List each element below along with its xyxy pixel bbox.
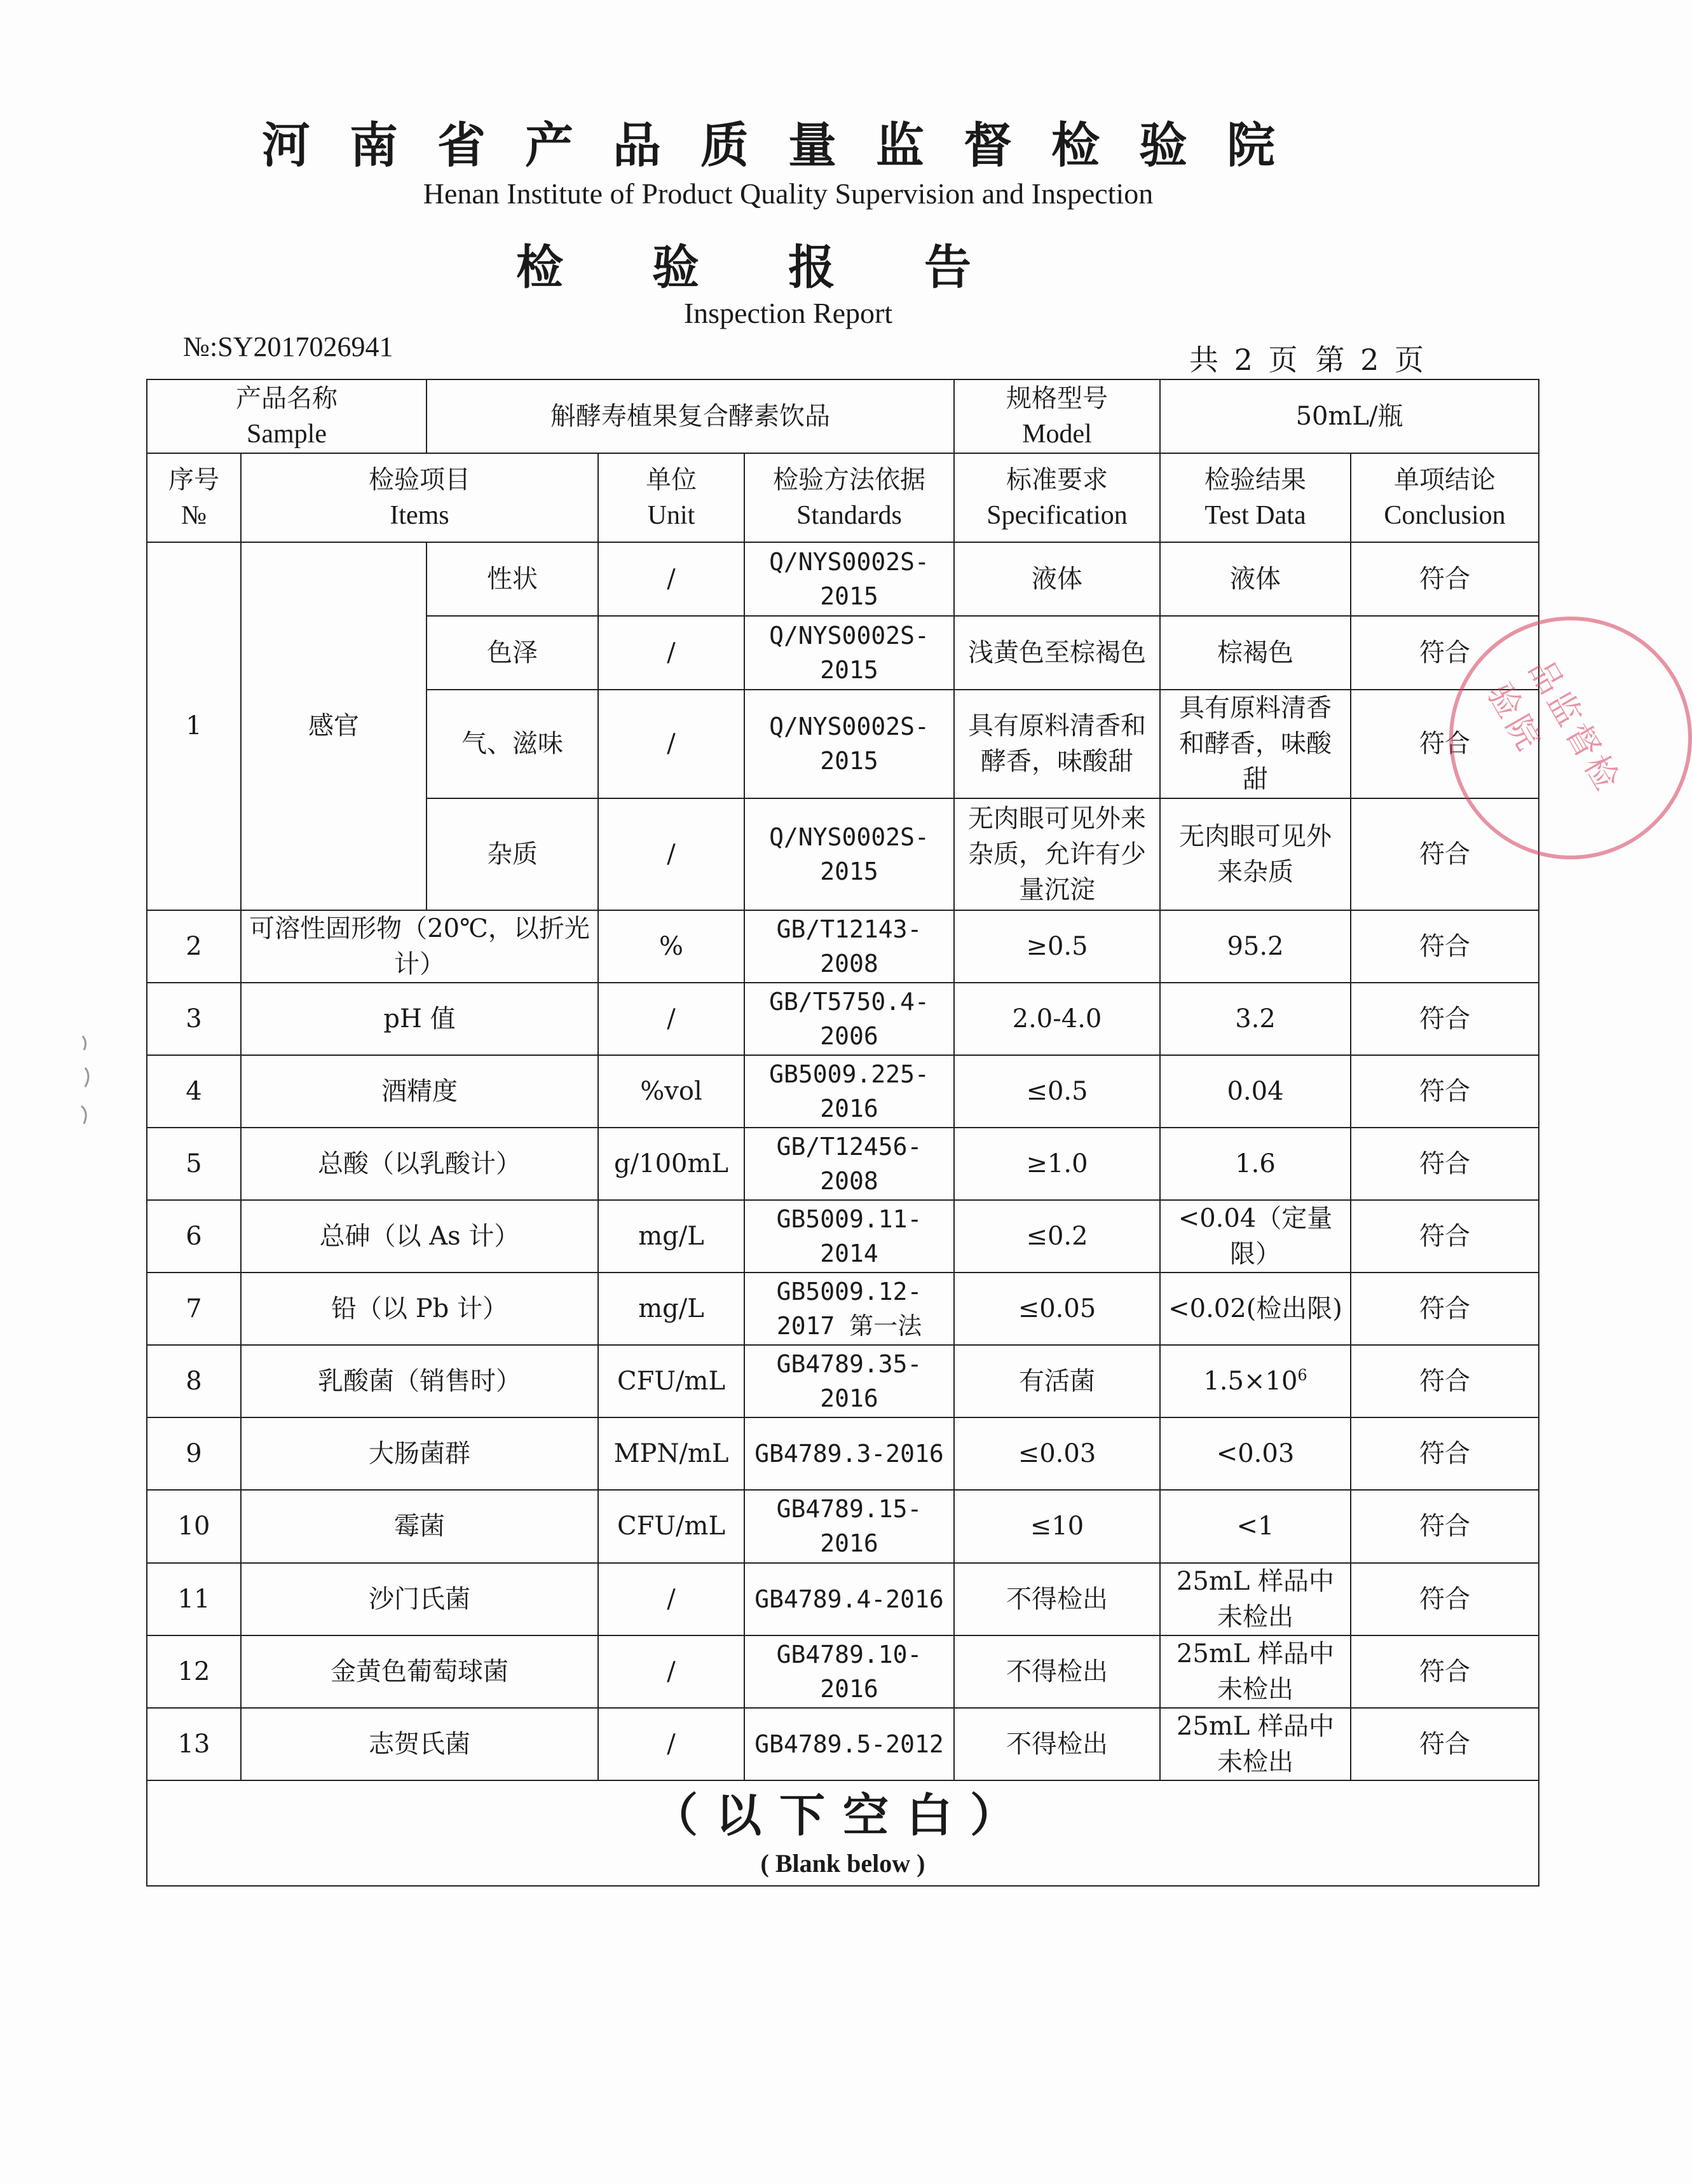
table-row (147, 910, 1539, 983)
row-number: 10 (147, 1490, 241, 1562)
table-row (147, 1128, 1539, 1200)
row-number: 9 (147, 1417, 241, 1490)
report-title-cn: 检验报告 (516, 240, 1060, 295)
item-name: 金黄色葡萄球菌 (241, 1635, 598, 1708)
page-indicator (1171, 337, 1424, 379)
standard: GB4789.3-2016 (744, 1417, 954, 1490)
page-total: 共 2 页 (1189, 343, 1298, 377)
table-row (147, 1490, 1539, 1562)
col-header-specification: 标准要求 Specification (954, 453, 1160, 542)
specification: ≤0.03 (954, 1417, 1160, 1490)
specification: ≤0.2 (954, 1200, 1160, 1273)
unit: / (598, 798, 744, 910)
margin-mark-icon (76, 1030, 95, 1138)
item-name: pH 值 (241, 983, 598, 1055)
specification: 浅黄色至棕褐色 (954, 616, 1160, 690)
institute-name-en: Henan Institute of Product Quality Supervision and Inspection (423, 177, 1154, 210)
item-name: 可溶性固形物（20℃，以折光计） (241, 910, 598, 983)
blank-below (147, 1780, 1539, 1886)
conclusion: 符合 (1351, 1055, 1539, 1128)
test-data: 25mL 样品中未检出 (1160, 1563, 1351, 1635)
blank-below-en: ( Blank below ) (760, 1848, 925, 1878)
row-number: 3 (147, 983, 241, 1055)
standard: Q/NYS0002S-2015 (744, 798, 954, 910)
item-name: 霉菌 (241, 1490, 598, 1562)
test-data: 0.04 (1160, 1055, 1351, 1128)
col-header-conclusion: 单项结论 Conclusion (1351, 453, 1539, 542)
standard: GB4789.10-2016 (744, 1635, 954, 1708)
specification: ≥1.0 (954, 1128, 1160, 1200)
table-row (147, 1563, 1539, 1635)
row-number: 2 (147, 910, 241, 983)
blank-below-row (147, 1780, 1539, 1886)
test-data: 具有原料清香和酵香，味酸甜 (1160, 690, 1351, 798)
conclusion: 符合 (1351, 1345, 1539, 1417)
standard: GB4789.15-2016 (744, 1490, 954, 1562)
row-number: 11 (147, 1563, 241, 1635)
standard: GB/T5750.4-2006 (744, 983, 954, 1055)
standard: GB5009.11-2014 (744, 1200, 954, 1273)
sensory-group: 感官 (241, 542, 426, 910)
unit: CFU/mL (598, 1345, 744, 1417)
sample-row (147, 379, 1539, 453)
row-number: 6 (147, 1200, 241, 1273)
standard: Q/NYS0002S-2015 (744, 690, 954, 798)
test-data: <0.02(检出限) (1160, 1273, 1351, 1345)
test-data: 无肉眼可见外来杂质 (1160, 798, 1351, 910)
test-data: <0.03 (1160, 1417, 1351, 1490)
col-header-no: 序号 № (147, 453, 241, 542)
model-value: 50mL/瓶 (1160, 379, 1539, 453)
exponent: 6 (1297, 1366, 1307, 1384)
conclusion: 符合 (1351, 1200, 1539, 1273)
header-row (147, 453, 1539, 542)
unit: % (598, 910, 744, 983)
test-data: 25mL 样品中未检出 (1160, 1635, 1351, 1708)
conclusion: 符合 (1351, 1273, 1539, 1345)
test-data: 25mL 样品中未检出 (1160, 1708, 1351, 1780)
test-data: 棕褐色 (1160, 616, 1351, 690)
row-number: 5 (147, 1128, 241, 1200)
standard: Q/NYS0002S-2015 (744, 542, 954, 616)
col-header-test-data: 检验结果 Test Data (1160, 453, 1351, 542)
conclusion: 符合 (1351, 910, 1539, 983)
row-number: 1 (147, 542, 241, 910)
official-seal (1449, 617, 1692, 859)
row-number: 4 (147, 1055, 241, 1128)
inspection-table (146, 379, 1539, 1887)
conclusion: 符合 (1351, 542, 1539, 616)
table-row (147, 1273, 1539, 1345)
standard: Q/NYS0002S-2015 (744, 616, 954, 690)
standard: GB/T12456-2008 (744, 1128, 954, 1200)
conclusion: 符合 (1351, 616, 1539, 690)
unit: / (598, 1563, 744, 1635)
item-name: 酒精度 (241, 1055, 598, 1128)
sample-name: 斛酵寿植果复合酵素饮品 (426, 379, 954, 453)
row-number: 12 (147, 1635, 241, 1708)
standard: GB4789.5-2012 (744, 1708, 954, 1780)
conclusion: 符合 (1351, 1563, 1539, 1635)
unit: %vol (598, 1055, 744, 1128)
specification: 2.0-4.0 (954, 983, 1160, 1055)
specification: ≥0.5 (954, 910, 1160, 983)
table-row (147, 983, 1539, 1055)
table-row (147, 1417, 1539, 1490)
conclusion: 符合 (1351, 1490, 1539, 1562)
item-name: 大肠菌群 (241, 1417, 598, 1490)
unit: g/100mL (598, 1128, 744, 1200)
model-label: 规格型号 Model (954, 379, 1160, 453)
unit: / (598, 690, 744, 798)
unit: / (598, 1635, 744, 1708)
item-name: 乳酸菌（销售时） (241, 1345, 598, 1417)
test-data: <1 (1160, 1490, 1351, 1562)
test-data: 95.2 (1160, 910, 1351, 983)
item-name: 气、滋味 (426, 690, 598, 798)
specification: 不得检出 (954, 1635, 1160, 1708)
table-row (147, 542, 1539, 616)
specification: ≤0.05 (954, 1273, 1160, 1345)
test-data: $1.5\times 10^6$ (1160, 1345, 1351, 1417)
specification: ≤0.5 (954, 1055, 1160, 1128)
sample-label: 产品名称 Sample (147, 379, 426, 453)
conclusion: 符合 (1351, 1417, 1539, 1490)
table-row (147, 1635, 1539, 1708)
col-header-items: 检验项目 Items (241, 453, 598, 542)
unit: CFU/mL (598, 1490, 744, 1562)
specification: 不得检出 (954, 1708, 1160, 1780)
seal-text: 品监督检验院 (1479, 653, 1628, 800)
conclusion: 符合 (1351, 798, 1539, 910)
item-name: 杂质 (426, 798, 598, 910)
conclusion: 符合 (1351, 1128, 1539, 1200)
standard: GB5009.225-2016 (744, 1055, 954, 1128)
row-number: 7 (147, 1273, 241, 1345)
table-row (147, 1055, 1539, 1128)
specification: ≤10 (954, 1490, 1160, 1562)
blank-below-cn: （以下空白） (652, 1788, 1034, 1842)
specification: 具有原料清香和酵香，味酸甜 (954, 690, 1160, 798)
institute-name-cn: 河南省产品质量监督检验院 (262, 117, 1314, 174)
col-header-standards: 检验方法依据 Standards (744, 453, 954, 542)
specification: 无肉眼可见外来杂质，允许有少量沉淀 (954, 798, 1160, 910)
conclusion: 符合 (1351, 1708, 1539, 1780)
item-name: 总酸（以乳酸计） (241, 1128, 598, 1200)
table-row (147, 1708, 1539, 1780)
specification: 液体 (954, 542, 1160, 616)
unit: / (598, 983, 744, 1055)
report-title-en: Inspection Report (683, 297, 893, 329)
item-name: 沙门氏菌 (241, 1563, 598, 1635)
item-name: 色泽 (426, 616, 598, 690)
test-data: 1.6 (1160, 1128, 1351, 1200)
item-name: 总砷（以 As 计） (241, 1200, 598, 1273)
item-name: 性状 (426, 542, 598, 616)
item-name: 铅（以 Pb 计） (241, 1273, 598, 1345)
unit: / (598, 542, 744, 616)
unit: mg/L (598, 1200, 744, 1273)
conclusion: 符合 (1351, 1635, 1539, 1708)
test-data: 液体 (1160, 542, 1351, 616)
conclusion: 符合 (1351, 690, 1539, 798)
standard: GB4789.4-2016 (744, 1563, 954, 1635)
page-current: 第 2 页 (1315, 343, 1424, 377)
unit: MPN/mL (598, 1417, 744, 1490)
row-number: 8 (147, 1345, 241, 1417)
row-number: 13 (147, 1708, 241, 1780)
unit: / (598, 616, 744, 690)
conclusion: 符合 (1351, 983, 1539, 1055)
report-number: №:SY2017026941 (183, 331, 393, 362)
table-row (147, 1345, 1539, 1417)
standard: GB/T12143-2008 (744, 910, 954, 983)
col-header-unit: 单位 Unit (598, 453, 744, 542)
item-name: 志贺氏菌 (241, 1708, 598, 1780)
test-data: <0.04（定量限） (1160, 1200, 1351, 1273)
unit: mg/L (598, 1273, 744, 1345)
table-row (147, 1200, 1539, 1273)
specification: 不得检出 (954, 1563, 1160, 1635)
specification: 有活菌 (954, 1345, 1160, 1417)
standard: GB4789.35-2016 (744, 1345, 954, 1417)
standard: GB5009.12-2017 第一法 (744, 1273, 954, 1345)
unit: / (598, 1708, 744, 1780)
test-data: 3.2 (1160, 983, 1351, 1055)
